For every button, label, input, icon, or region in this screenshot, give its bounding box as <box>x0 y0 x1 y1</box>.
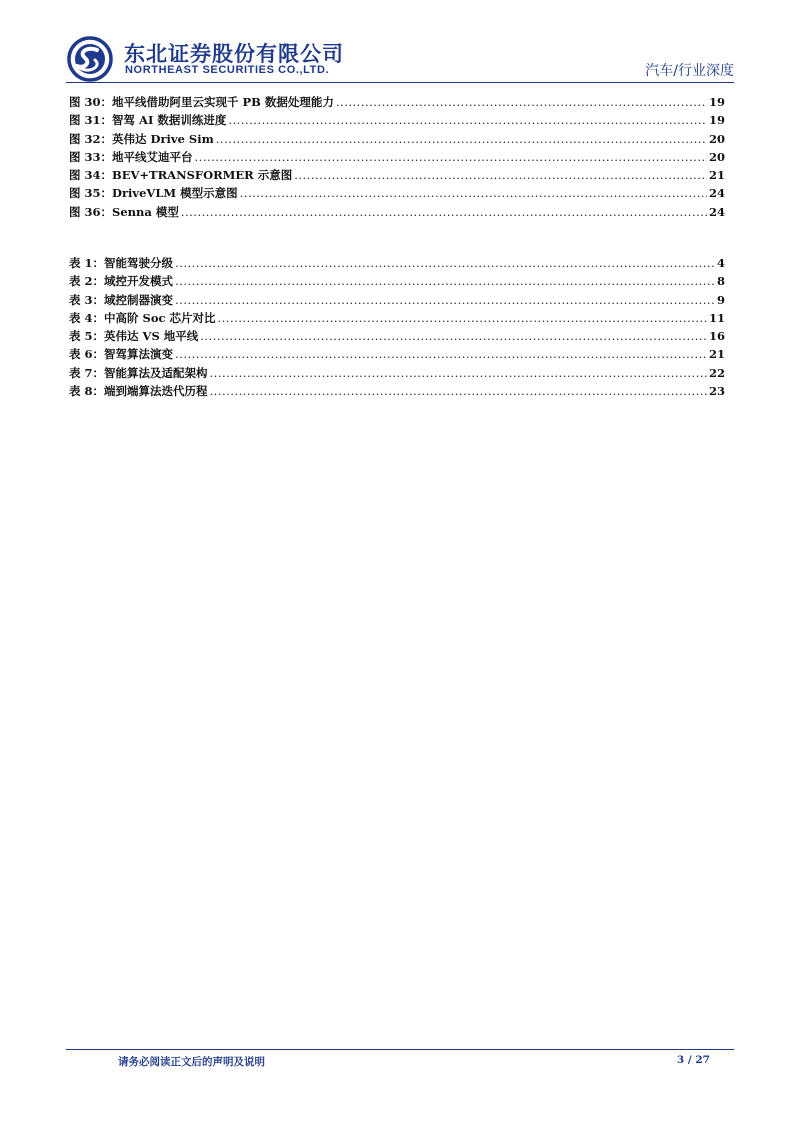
toc-entry[interactable] <box>69 130 725 148</box>
toc-entry-title: Senna 模型 <box>112 204 179 219</box>
toc-leader-dots <box>195 148 707 166</box>
toc-entry[interactable] <box>69 254 725 272</box>
toc-entry[interactable] <box>69 291 725 309</box>
toc-entry-number: 表 6： <box>69 347 105 362</box>
toc-entry-title: 英伟达 Drive Sim <box>112 131 214 146</box>
toc-leader-dots <box>216 130 707 148</box>
toc-entry-title: BEV+TRANSFORMER 示意图 <box>112 168 293 183</box>
toc-entry-page: 23 <box>708 384 725 399</box>
toc-leader-dots <box>240 184 707 202</box>
header-divider <box>66 82 734 83</box>
toc-leader-dots <box>218 309 707 327</box>
toc-entry-number: 表 3： <box>69 292 105 307</box>
toc-entry-page: 24 <box>708 186 725 201</box>
company-name-en: NORTHEAST SECURITIES CO.,LTD. <box>125 64 330 76</box>
toc-entry[interactable] <box>69 166 725 184</box>
toc-entry-number: 图 30： <box>69 95 113 109</box>
toc-leader-dots <box>175 291 715 309</box>
toc-entry-page: 16 <box>708 329 725 344</box>
toc-leader-dots <box>228 111 707 129</box>
toc-entry-title: DriveVLM 模型示意图 <box>112 186 238 201</box>
toc-entry-page: 11 <box>708 310 725 325</box>
toc-entry[interactable] <box>69 203 725 221</box>
toc-entry-number: 表 2： <box>69 274 105 289</box>
toc-entry-title: 域控制器演变 <box>104 292 174 307</box>
footer-disclaimer: 请务必阅读正文后的声明及说明 <box>118 1056 265 1068</box>
toc-entry-title: 智能驾驶分级 <box>104 256 174 270</box>
toc-entry[interactable] <box>69 148 725 166</box>
toc-entry-number: 图 33： <box>69 149 113 164</box>
table-list <box>69 254 725 400</box>
northeast-securities-logo-icon <box>66 36 114 82</box>
toc-entry-title: 智能算法及适配架构 <box>104 365 208 380</box>
toc-entry-page: 9 <box>716 292 725 307</box>
toc-entry[interactable] <box>69 327 725 345</box>
toc-entry-page: 4 <box>716 256 725 270</box>
toc-leader-dots <box>181 203 707 221</box>
toc-entry[interactable] <box>69 364 725 382</box>
toc-entry-title: 智驾 AI 数据训练进度 <box>112 113 227 128</box>
figure-list <box>69 93 725 221</box>
toc-entry-title: 域控开发模式 <box>104 274 174 289</box>
toc-entry-title: 地平线借助阿里云实现千 PB 数据处理能力 <box>112 95 334 109</box>
toc-entry[interactable] <box>69 345 725 363</box>
toc-entry-page: 20 <box>708 131 725 146</box>
footer-divider <box>66 1049 734 1050</box>
toc-entry-number: 表 7： <box>69 365 105 380</box>
page-header <box>66 36 734 82</box>
toc-leader-dots <box>200 327 707 345</box>
toc-entry-title: 地平线艾迪平台 <box>112 149 193 164</box>
toc-leader-dots <box>175 345 707 363</box>
toc-entry-number: 图 34： <box>69 168 113 183</box>
toc-entry-title: 智驾算法演变 <box>104 347 174 362</box>
toc-entry-number: 图 36： <box>69 204 113 219</box>
toc-entry[interactable] <box>69 111 725 129</box>
toc-entry-number: 表 1： <box>69 256 105 270</box>
toc-entry-page: 21 <box>708 168 725 183</box>
toc-entry-page: 21 <box>708 347 725 362</box>
toc-leader-dots <box>294 166 707 184</box>
toc-leader-dots <box>210 382 707 400</box>
toc-entry-page: 19 <box>708 95 725 109</box>
toc-leader-dots <box>175 254 715 272</box>
company-name-cn: 东北证券股份有限公司 <box>124 42 344 66</box>
toc-entry-title: 中高阶 Soc 芯片对比 <box>104 310 216 325</box>
report-category: 汽车/行业深度 <box>645 63 734 79</box>
toc-entry-number: 表 4： <box>69 310 105 325</box>
toc-entry[interactable] <box>69 382 725 400</box>
toc-leader-dots <box>175 272 715 290</box>
toc-entry[interactable] <box>69 184 725 202</box>
toc-entry-title: 端到端算法迭代历程 <box>104 384 208 399</box>
toc-entry-page: 20 <box>708 149 725 164</box>
toc-entry-page: 8 <box>716 274 725 289</box>
toc-entry-page: 24 <box>708 204 725 219</box>
toc-entry-number: 表 5： <box>69 329 105 344</box>
toc-entry-page: 22 <box>708 365 725 380</box>
page-number: 3 / 27 <box>676 1054 710 1066</box>
toc-leader-dots <box>336 93 707 111</box>
toc-entry-number: 图 31： <box>69 113 113 128</box>
toc-entry-number: 表 8： <box>69 384 105 399</box>
toc-entry-number: 图 32： <box>69 131 113 146</box>
toc-entry-title: 英伟达 VS 地平线 <box>104 329 199 344</box>
toc-entry-number: 图 35： <box>69 186 113 201</box>
toc-entry[interactable] <box>69 93 725 111</box>
toc-entry-page: 19 <box>708 113 725 128</box>
toc-leader-dots <box>210 364 707 382</box>
toc-entry[interactable] <box>69 309 725 327</box>
toc-entry[interactable] <box>69 272 725 290</box>
